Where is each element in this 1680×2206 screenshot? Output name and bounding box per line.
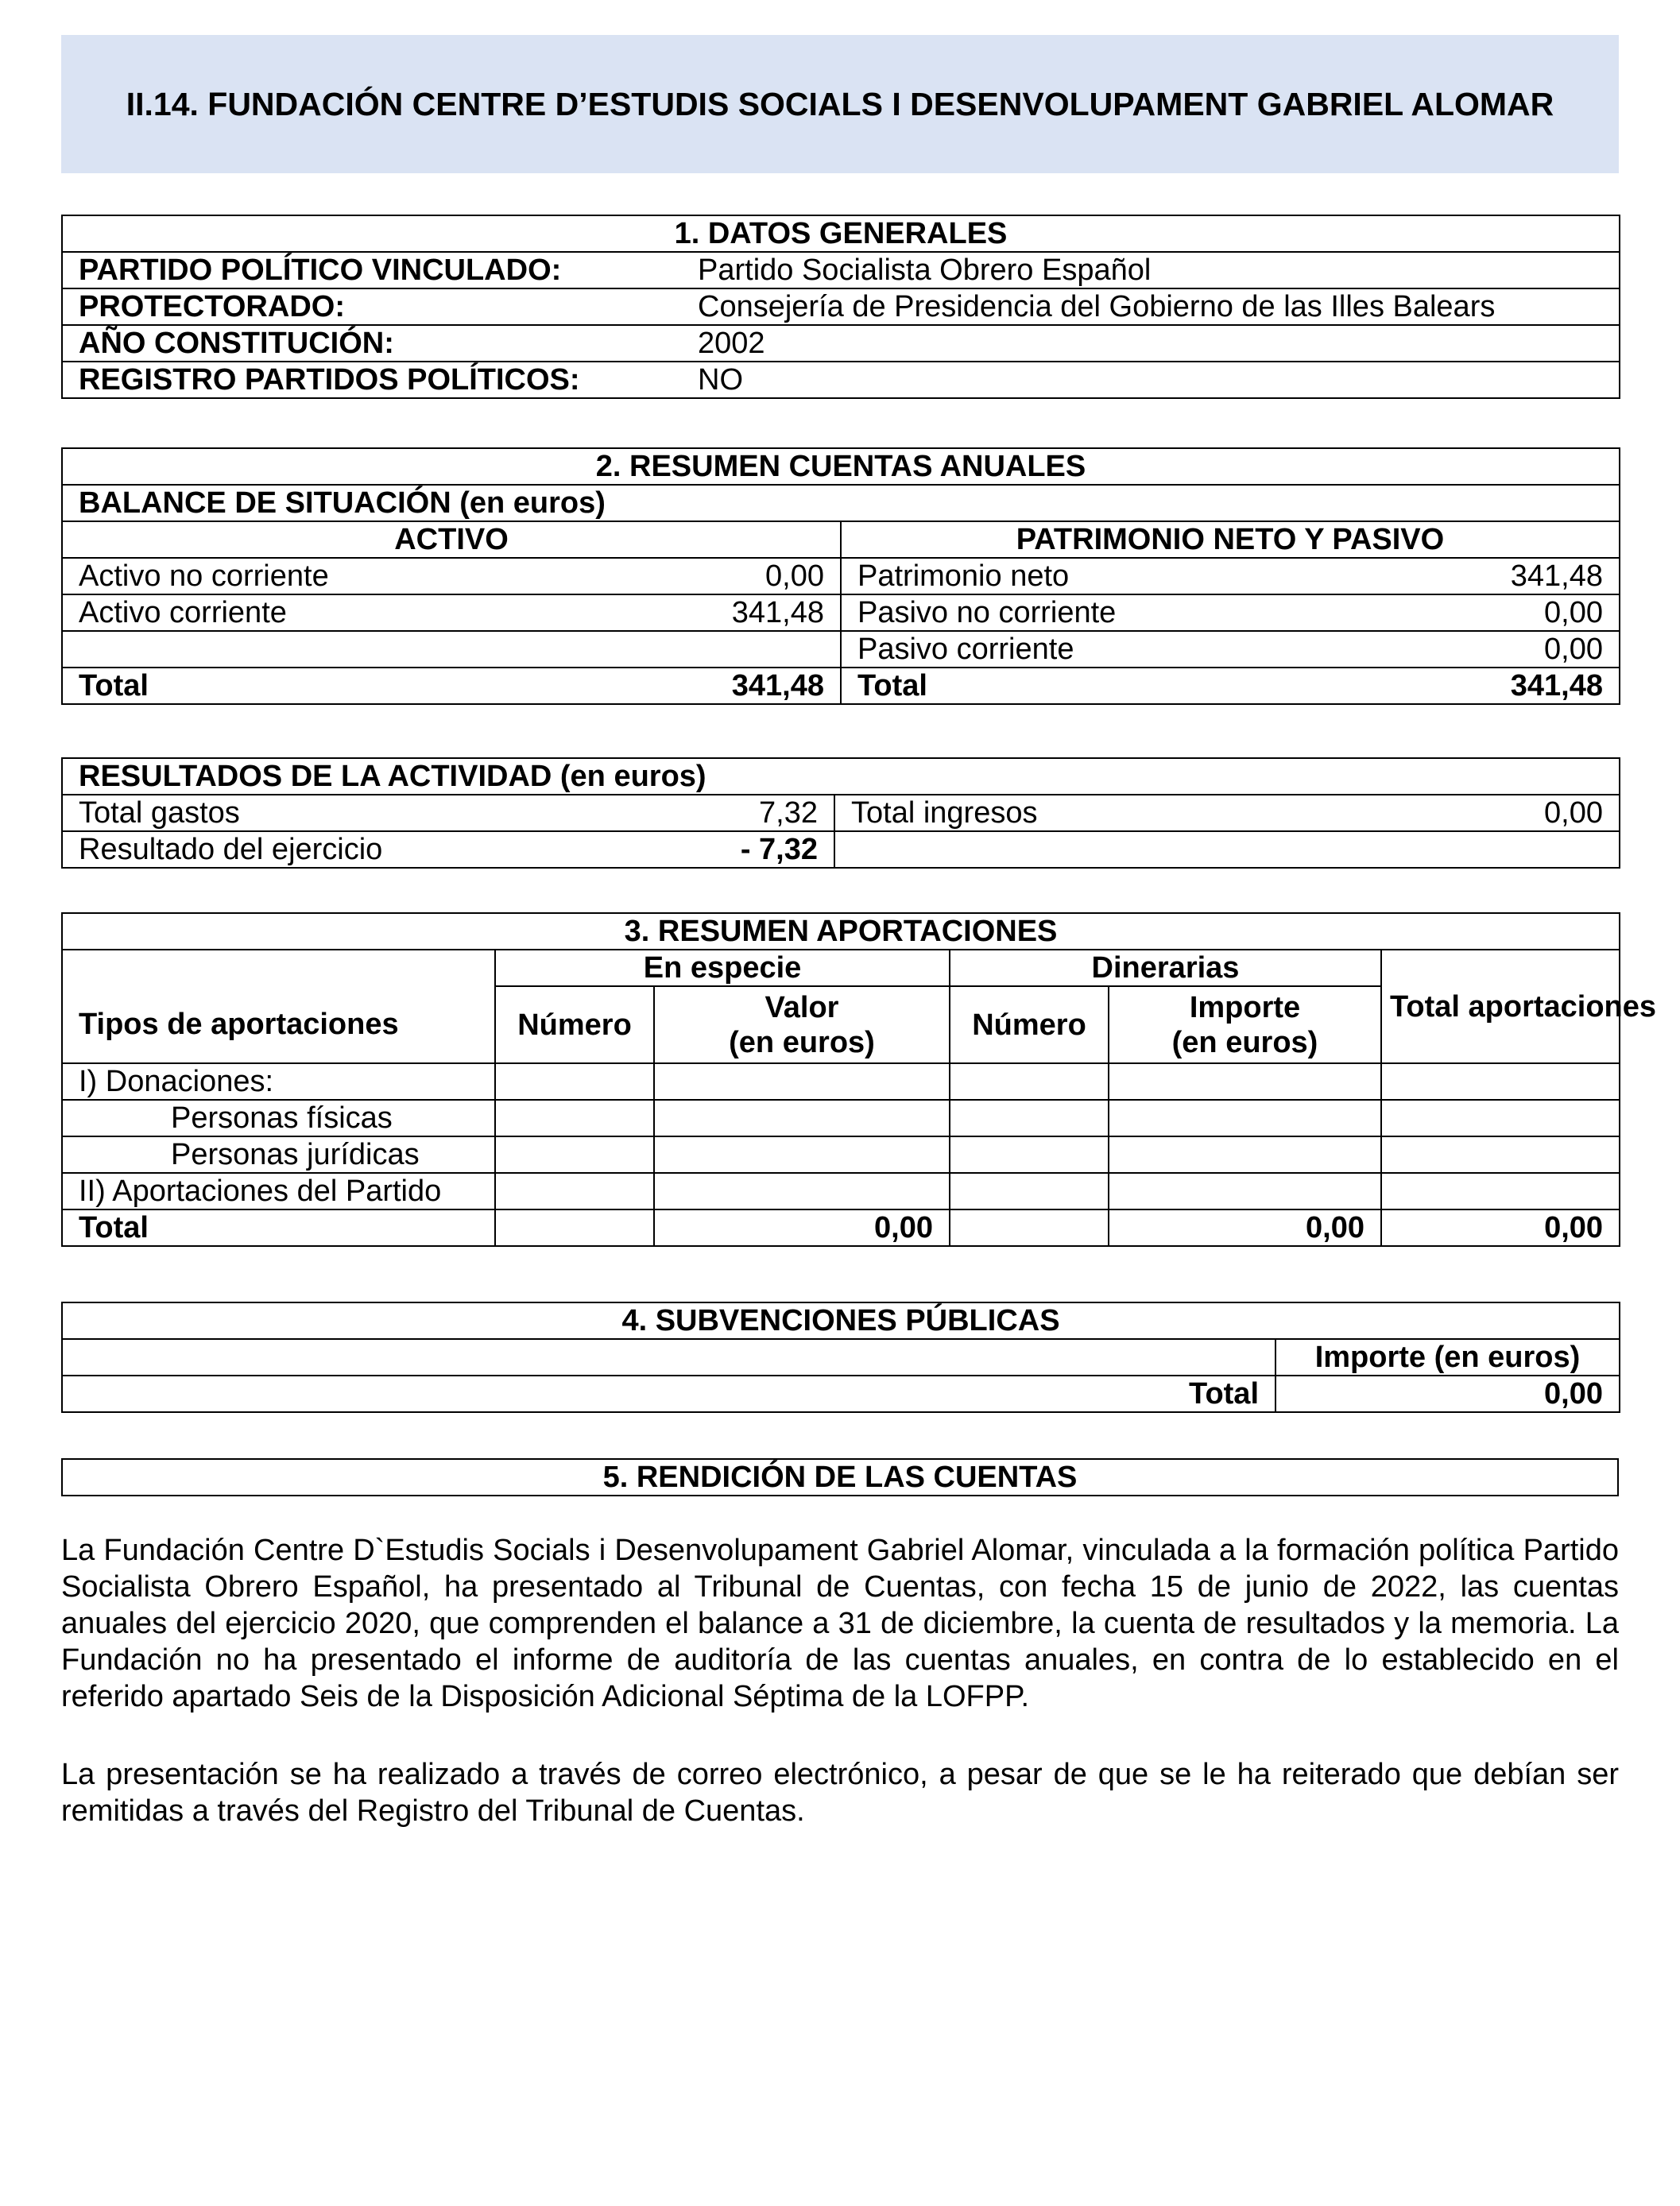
pasivo-total-value: 341,48 [1397,668,1620,704]
table-row [62,1063,1620,1100]
table-row [62,594,1620,631]
activo-header: ACTIVO [62,521,841,558]
activo-total-value: 341,48 [618,668,841,704]
valor-header [654,986,950,1063]
importe-header-line1: Importe [1189,990,1301,1024]
gastos-value: 7,32 [618,795,834,831]
pasivo-value: 341,48 [1397,558,1620,594]
resultados-title: RESULTADOS DE LA ACTIVIDAD (en euros) [62,758,1620,795]
subvenciones-heading: 4. SUBVENCIONES PÚBLICAS [62,1302,1620,1339]
importe-header: Importe (en euros) [1275,1339,1620,1376]
aportaciones-table [61,912,1657,1247]
pasivo-header: PATRIMONIO NETO Y PASIVO [841,521,1620,558]
total-row [62,668,1620,704]
resultado-value: - 7,32 [618,831,834,868]
table-row [62,558,1620,594]
subvenciones-total-label: Total [62,1376,1275,1412]
value-ano-constitucion: 2002 [682,325,1620,362]
value-partido: Partido Socialista Obrero Español [682,252,1620,288]
table-row [62,795,1620,831]
gastos-label: Total gastos [62,795,618,831]
aportaciones-total-importe: 0,00 [1109,1209,1381,1246]
tipo-personas-fisicas: Personas físicas [62,1100,495,1136]
label-registro: REGISTRO PARTIDOS POLÍTICOS: [62,362,682,398]
empty-cell [62,1339,1275,1376]
datos-generales-heading: 1. DATOS GENERALES [62,215,1620,252]
importe-header-line2: (en euros) [1171,1025,1318,1059]
especie-numero-header: Número [495,986,654,1063]
table-row [62,1100,1620,1136]
rendicion-table [61,1458,1619,1496]
activo-value: 341,48 [618,594,841,631]
activo-label: Activo no corriente [62,558,618,594]
total-row [62,1209,1620,1246]
tipo-personas-juridicas: Personas jurídicas [62,1136,495,1173]
table-row [62,325,1620,362]
rendicion-paragraph-2: La presentación se ha realizado a través de correo electrónico, a pesar de que se le ha reiterado que debían ser remitidas a través del Registro del Tribunal de Cuentas. [61,1758,1619,1828]
table-row [62,1136,1620,1173]
activo-total-label: Total [62,668,618,704]
label-partido: PARTIDO POLÍTICO VINCULADO: [62,252,682,288]
aportaciones-heading: 3. RESUMEN APORTACIONES [62,913,1620,950]
activo-value [618,631,841,668]
rendicion-heading: 5. RENDICIÓN DE LAS CUENTAS [62,1459,1618,1496]
total-row [62,1376,1620,1412]
subvenciones-table [61,1302,1620,1413]
aportaciones-total-total: 0,00 [1381,1209,1620,1246]
table-row [62,288,1620,325]
value-protectorado: Consejería de Presidencia del Gobierno de las Illes Balears [682,288,1620,325]
pasivo-value: 0,00 [1397,594,1620,631]
label-protectorado: PROTECTORADO: [62,288,682,325]
aportaciones-total-valor: 0,00 [654,1209,950,1246]
table-row [62,252,1620,288]
valor-header-line2: (en euros) [729,1025,875,1059]
rendicion-paragraph-1: La Fundación Centre D`Estudis Socials i Desenvolupament Gabriel Alomar, vinculada a la formación política Partido Socialista Obrero Español, ha presentado al Tribunal de Cuentas, con fecha 15 de junio de 2022, las cuentas anuales del ejercicio 2020, que comprenden el balance a 31 de diciembre, la cuenta de resultados y la memoria. La Fundación no ha presentado el informe de auditoría de las cuentas anuales, en contra de lo establecido en el referido apartado Seis de la Disposición Adicional Séptima de la LOFPP. [61,1534,1619,1713]
activo-label: Activo corriente [62,594,618,631]
resumen-cuentas-heading: 2. RESUMEN CUENTAS ANUALES [62,448,1620,485]
table-row [62,631,1620,668]
tipos-header: Tipos de aportaciones [62,986,495,1063]
table-row [62,831,1620,868]
label-ano-constitucion: AÑO CONSTITUCIÓN: [62,325,682,362]
ingresos-value: 0,00 [1391,795,1620,831]
section-title-box [61,35,1619,173]
aportaciones-total-label: Total [62,1209,495,1246]
balance-table [61,447,1620,705]
dinerarias-numero-header: Número [950,986,1109,1063]
activo-value: 0,00 [618,558,841,594]
empty-cell [62,950,495,986]
subvenciones-total-value: 0,00 [1275,1376,1620,1412]
dinerarias-header: Dinerarias [950,950,1381,986]
valor-header-line1: Valor [765,990,839,1024]
tipo-donaciones: I) Donaciones: [62,1063,495,1100]
pasivo-label: Pasivo no corriente [841,594,1397,631]
balance-title: BALANCE DE SITUACIÓN (en euros) [62,485,1620,521]
pasivo-total-label: Total [841,668,1397,704]
en-especie-header: En especie [495,950,950,986]
total-aportaciones-header: Total aportaciones [1381,950,1620,1063]
activo-label [62,631,618,668]
resultado-label: Resultado del ejercicio [62,831,618,868]
pasivo-label: Pasivo corriente [841,631,1397,668]
tipo-aportaciones-partido: II) Aportaciones del Partido [62,1173,495,1209]
resultados-table [61,757,1620,869]
table-row [62,362,1620,398]
pasivo-label: Patrimonio neto [841,558,1397,594]
importe-header [1109,986,1381,1063]
pasivo-value: 0,00 [1397,631,1620,668]
value-registro: NO [682,362,1620,398]
ingresos-label: Total ingresos [834,795,1391,831]
table-row [62,1173,1620,1209]
datos-generales-table [61,215,1620,399]
empty-cell [834,831,1620,868]
section-title: II.14. FUNDACIÓN CENTRE D’ESTUDIS SOCIALS I DESENVOLUPAMENT GABRIEL ALOMAR [126,86,1554,122]
